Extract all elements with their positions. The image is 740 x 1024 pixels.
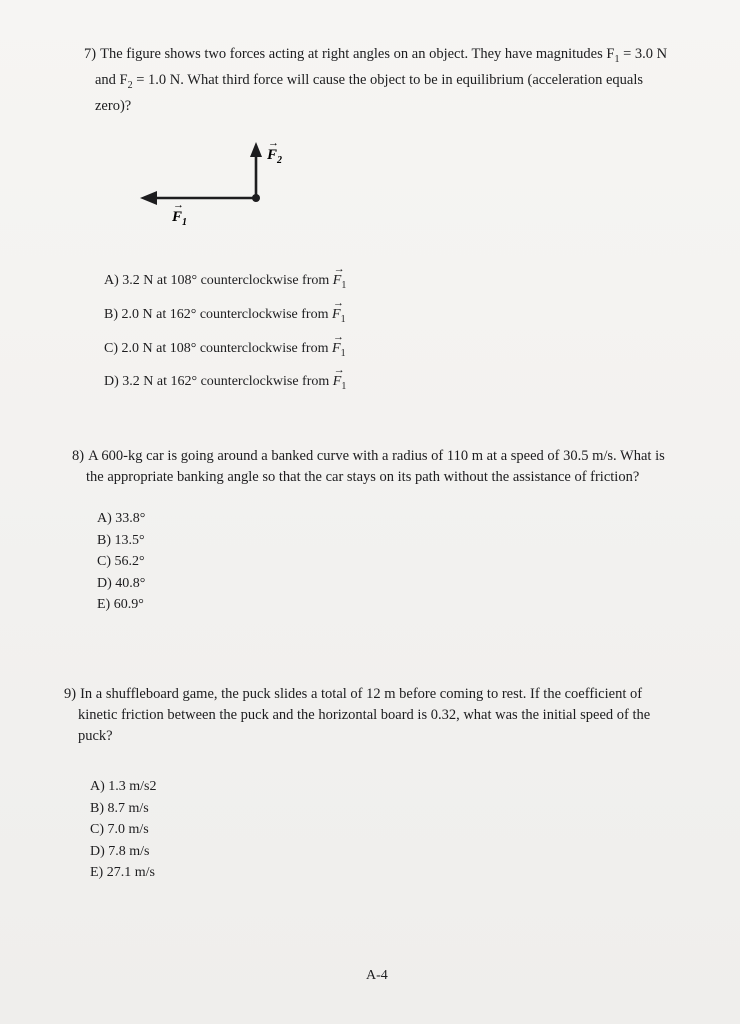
question-9-choices	[90, 776, 157, 884]
force-f1-label-arrow: →	[173, 199, 184, 211]
question-7-line-1: 7) The figure shows two forces acting at right angles on an object. They have magnitudes $F_1 = 3.0$ N	[84, 46, 668, 65]
choice-9b[interactable]: B) 8.7 m/s	[90, 800, 149, 816]
choice-9e[interactable]: E) 27.1 m/s	[90, 865, 155, 880]
choice-7a[interactable]: A) 3.2 N at 108° counterclockwise from → $F_1$	[104, 266, 346, 300]
question-8-choices	[97, 508, 145, 616]
question-9	[64, 684, 724, 747]
choice-8a[interactable]: A) 33.8°	[97, 511, 146, 526]
question-9-line-1: 9) In a shuffleboard game, the puck slides a total of 12 m before coming to rest. If the coefficient of	[64, 686, 643, 702]
question-8-line-1: 8) A 600-kg car is going around a banked curve with a radius of 110 m at a speed of 30.5 m/s. What is	[72, 448, 665, 464]
question-number: 9)	[64, 686, 77, 702]
question-7-line-3: zero)?	[95, 97, 132, 114]
force-diagram	[130, 132, 330, 242]
object-point	[252, 194, 260, 202]
question-7-line-2: and $F_2 = 1.0$ N. What third force will cause the object to be in equilibrium (acceleration equals	[95, 71, 644, 91]
force-f1-arrowhead	[140, 191, 157, 205]
force-f2-arrowhead	[250, 142, 262, 157]
choice-8b[interactable]: B) 13.5°	[97, 532, 145, 548]
question-7-choices	[104, 266, 346, 401]
page-number: A-4	[366, 968, 388, 983]
choice-8c[interactable]: C) 56.2°	[97, 554, 145, 569]
choice-9d[interactable]: D) 7.8 m/s	[90, 843, 150, 859]
question-number: 7)	[84, 46, 97, 62]
force-f2-label-arrow: →	[268, 137, 279, 149]
question-8	[72, 446, 722, 488]
question-9-line-3: puck?	[78, 728, 113, 744]
choice-8e[interactable]: E) 60.9°	[97, 597, 144, 612]
choice-9a[interactable]: A) 1.3 m/s2	[90, 779, 157, 794]
choice-9c[interactable]: C) 7.0 m/s	[90, 822, 149, 837]
force-f1-label: $F_1$	[172, 209, 188, 228]
choice-7d[interactable]: D) 3.2 N at 162° counterclockwise from → $F_1$	[104, 367, 346, 401]
question-7	[84, 44, 704, 117]
choice-7c[interactable]: C) 2.0 N at 108° counterclockwise from → $F_1$	[104, 334, 346, 368]
question-number: 8)	[72, 448, 85, 464]
question-8-line-2: the appropriate banking angle so that the car stays on its path without the assistance of friction?	[86, 469, 640, 485]
question-9-line-2: kinetic friction between the puck and the horizontal board is 0.32, what was the initial speed of the	[78, 707, 651, 723]
choice-8d[interactable]: D) 40.8°	[97, 575, 146, 591]
force-f2-label: $F_2$	[267, 147, 283, 166]
choice-7b[interactable]: B) 2.0 N at 162° counterclockwise from → $F_1$	[104, 300, 346, 334]
